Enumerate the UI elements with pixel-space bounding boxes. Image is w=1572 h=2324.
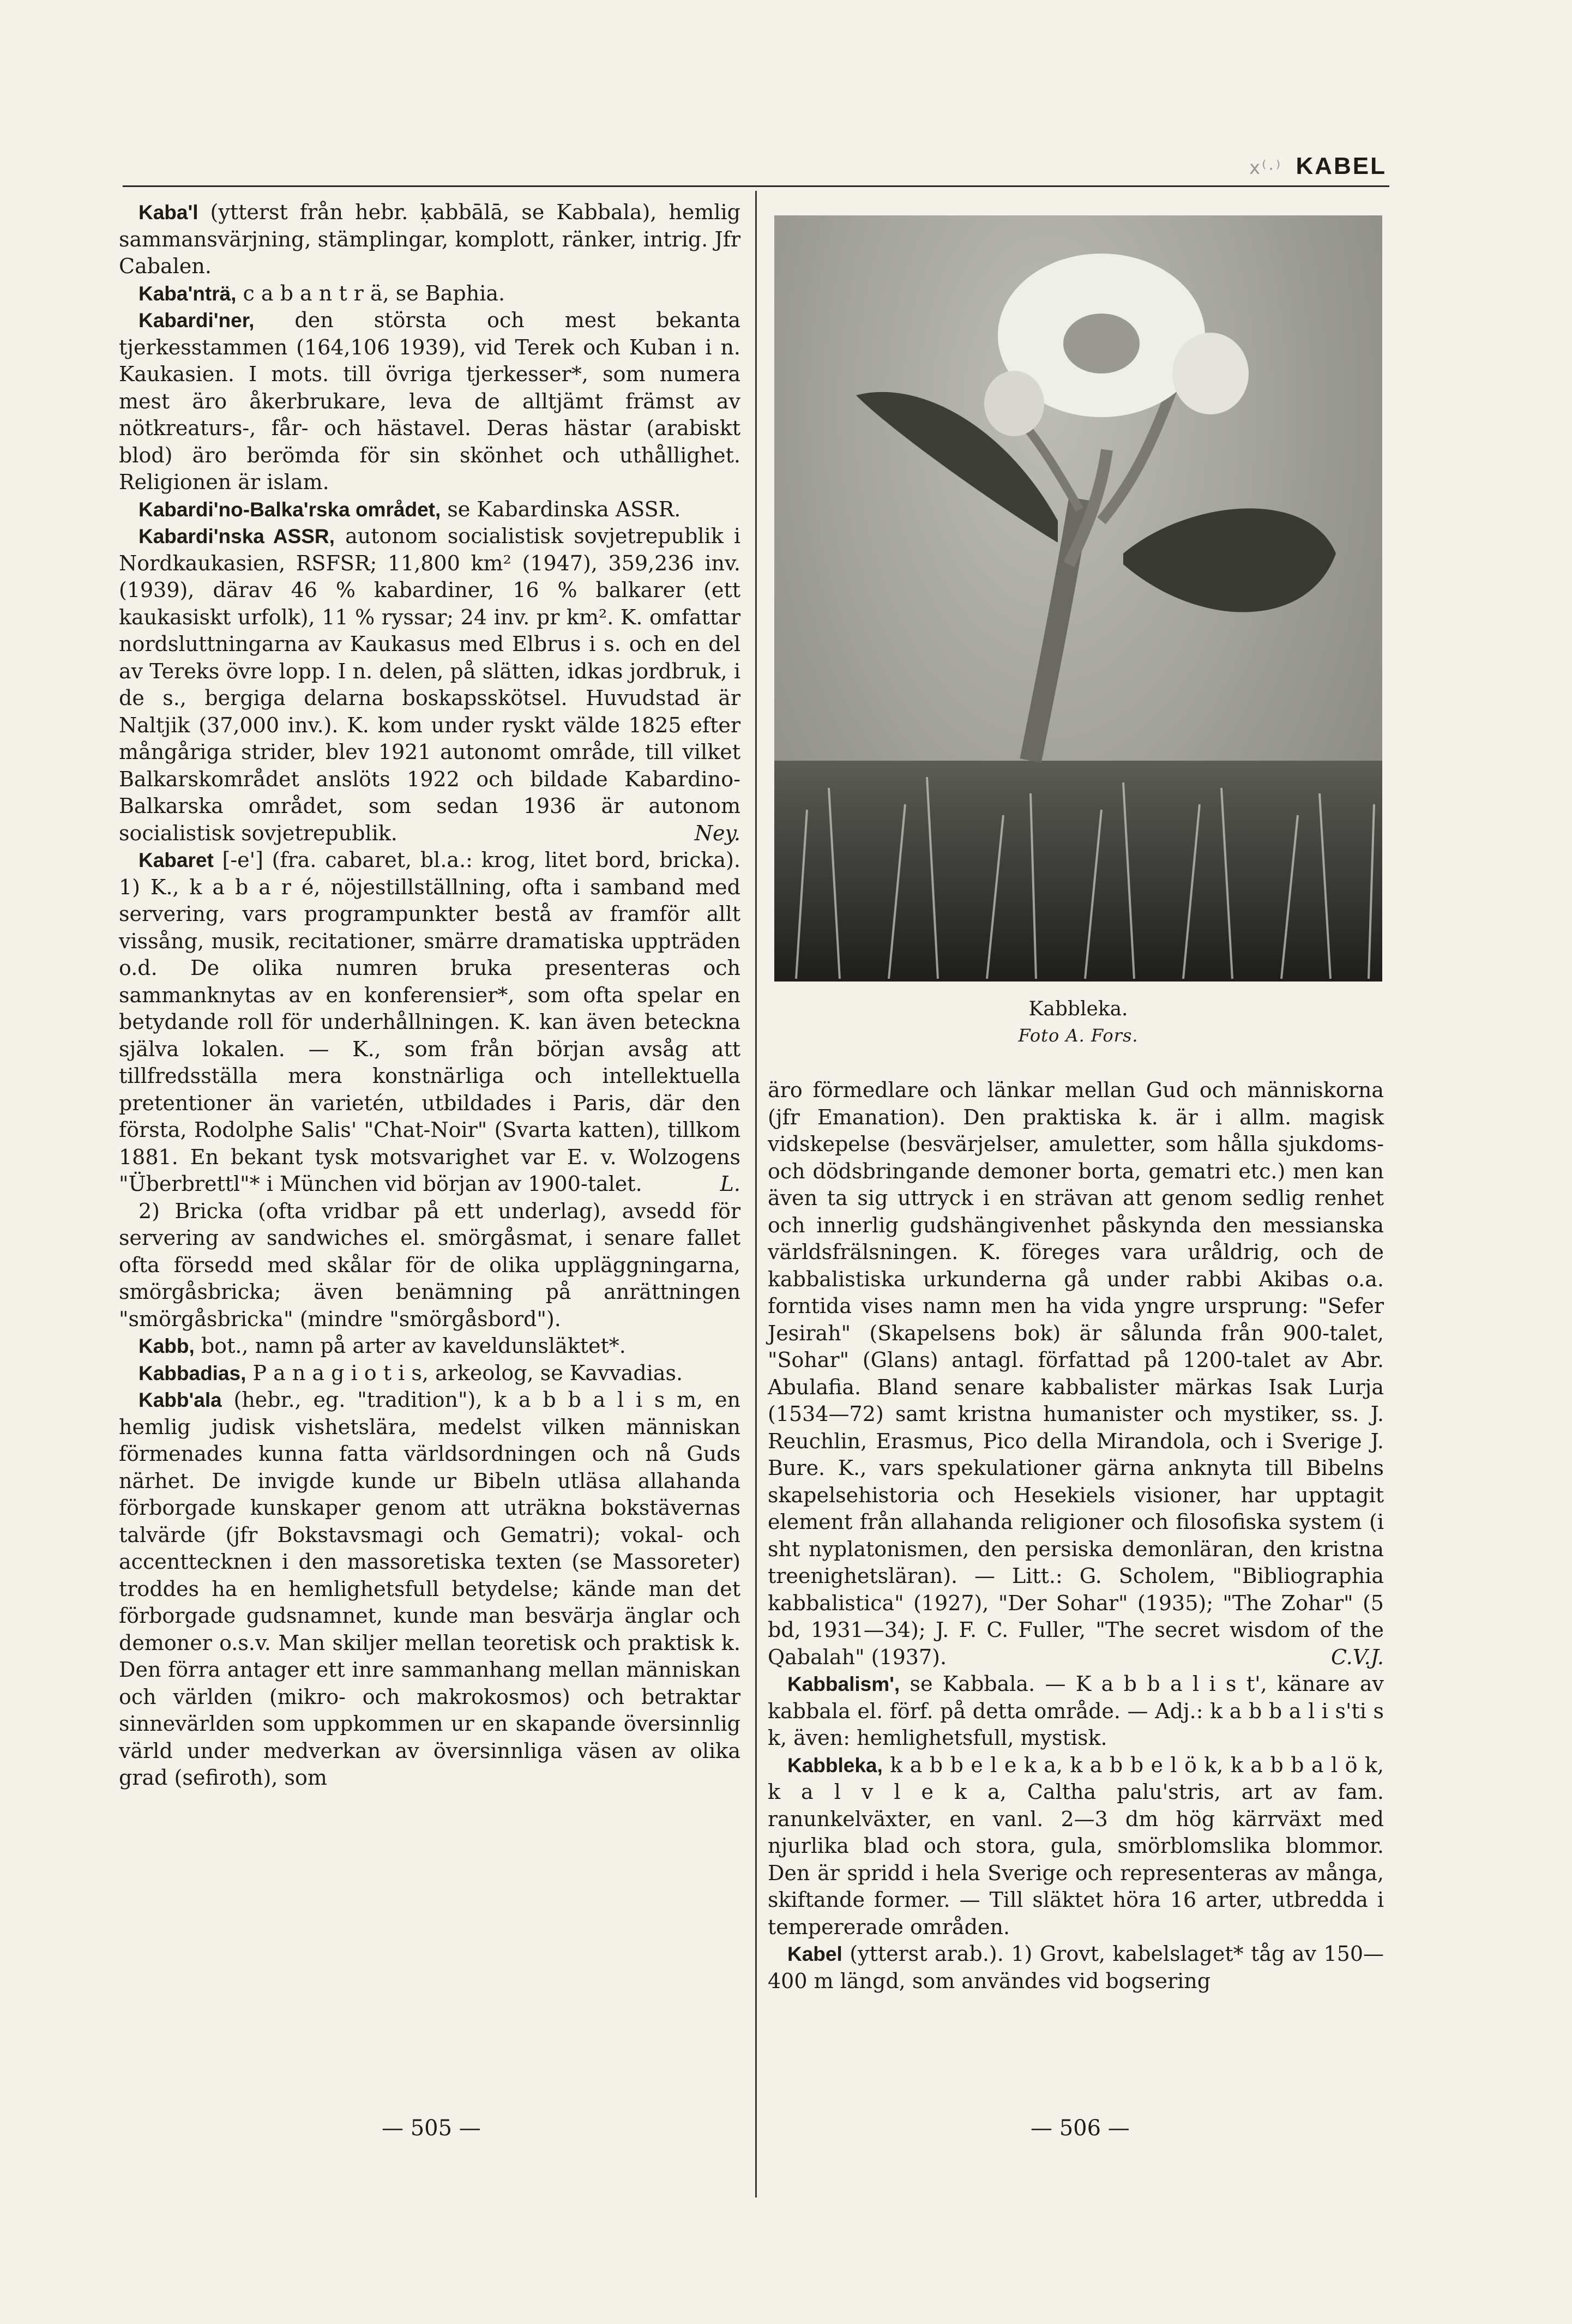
running-head: [1249, 153, 1387, 180]
entry-text: P a n a g i o t i s, arkeolog, se Kavvadias.: [246, 1360, 683, 1385]
entry-headword: Kaba'l: [138, 201, 198, 224]
entry-headword: Kabardi'ner,: [138, 309, 255, 332]
entry-headword: Kabel: [787, 1943, 842, 1965]
header-rule: [123, 185, 1389, 187]
entry-text: (hebr., eg. "tradition"), k a b b a l i s m, en hemlig judisk vishetslära, medelst vilken människan förmenades kunna fatta världsordningen och nå Guds närhet. De invigde kunde ur Bibeln utläsa allahanda förborgade kunskaper genom att uträkna bokstävernas talvärde (jfr Bokstavsmagi och Gematri); vokal- och accenttecknen i den massoretiska texten (se Massoreter) troddes ha en hemlighetsfull betydelse; kände man det förborgade gudsnamnet, kunde man besvärja änglar och demoner o.s.v. Man skiljer mellan teoretisk och praktisk k. Den förra antager ett inre sammanhang mellan människan och världen (mikro- och makrokosmos) och betraktar sinnevärlden som uppkommen ur en skapande översinnlig värld under medverkan av översinnliga väsen av olika grad (sefiroth), som: [119, 1388, 740, 1790]
entry-paragraph: [119, 1198, 740, 1333]
entry-headword: Kabbleka,: [787, 1754, 883, 1777]
author-signature: L.: [720, 1172, 740, 1196]
entry-paragraph: [119, 496, 740, 523]
entry-text: se Kabbala. — K a b b a l i s t', känare av kabbala el. förf. på detta område. — Adj.: k a b b a l i s'ti s k, även: hemlighetsfull, mystisk.: [768, 1672, 1384, 1750]
entry-text: den största och mest bekanta tjerkesstammen (164,106 1939), vid Terek och Kuban i n. Kaukasien. I mots. till övriga tjerkesser*, som numera mest äro åkerbrukare, leva de alltjämt främst av nötkreaturs-, får- och hästavel. Deras hästar (arabiskt blod) äro berömda för sin skönhet och uthållighet. Religionen är islam.: [119, 308, 740, 494]
entry-text: autonom socialistisk sovjetrepublik i Nordkaukasien, RSFSR; 11,800 km² (1947), 359,236 inv. (1939), därav 46 % kabardiner, 16 % balkarer (ett kaukasiskt urfolk), 11 % ryssar; 24 inv. pr km². K. omfattar nordsluttningarna av Kaukasus med Elbrus i s. och en del av Tereks övre lopp. I n. delen, på slätten, idkas jordbruk, i de s., bergiga delarna boskapsskötsel. Huvudstad är Naltjik (37,000 inv.). K. kom under ryskt välde 1825 efter mångåriga strider, blev 1921 autonomt område, till vilket Balkarskområdet anslöts 1922 och bildade Kabardino-Balkarska området, som sedan 1936 är autonom socialistisk sovjetrepublik.: [119, 524, 741, 845]
author-signature: Ney.: [694, 821, 740, 845]
entry-text: se Kabardinska ASSR.: [441, 497, 681, 521]
author-signature: C.V.J.: [1330, 1645, 1384, 1669]
entry-paragraph: [768, 1941, 1384, 1995]
entry-paragraph: [768, 1077, 1384, 1671]
entry-paragraph: [119, 1360, 740, 1387]
entry-headword: Kabbalism',: [787, 1673, 900, 1695]
entry-headword: Kabbadias,: [138, 1362, 246, 1384]
entry-text: bot., namn på arter av kaveldunsläktet*.: [194, 1334, 626, 1358]
running-head-title: KABEL: [1296, 153, 1387, 179]
entry-headword: Kabb'ala: [138, 1389, 222, 1411]
entry-text: (ytterst arab.). 1) Grovt, kabelslaget* tåg av 150—400 m längd, som användes vid bogsering: [768, 1942, 1384, 1993]
column-divider: [755, 191, 757, 2197]
entry-headword: Kaba'nträ,: [138, 282, 237, 305]
marsh-marigold-illustration: [774, 215, 1382, 982]
entry-paragraph: [119, 847, 740, 1198]
entry-text: k a b b e l e k a, k a b b e l ö k, k a b b a l ö k, k a l v l e k a, Caltha palu'stris, art av fam. ranunkelväxter, en vanl. 2—3 dm hög kärrväxt med njurlika blad och stora, gula, smörblomslika blommor. Den är spridd i hela Sverige och representeras av många, skiftande former. — Till släktet höra 16 arter, utbredda i tempererade områden.: [768, 1753, 1384, 1939]
page-number-right: — 506 —: [1031, 2116, 1130, 2141]
left-column: [119, 199, 740, 1792]
right-column: [768, 1077, 1384, 1995]
page-number-left: — 505 —: [382, 2116, 481, 2141]
kabbleka-photo: [774, 215, 1382, 982]
photo-caption: Kabbleka.: [1028, 998, 1128, 1020]
entry-text: äro förmedlare och länkar mellan Gud och människorna (jfr Emanation). Den praktiska k. är i allm. magisk vidskepelse (besvärjelser, amuletter, som hålla sjukdoms- och dödsbringande demoner borta, gematri etc.) men kan även ta sig uttryck i en strävan att genom sedlig renhet och innerlig gudshängivenhet påskynda den messianska världsfrälsningen. K. föreges vara uråldrig, och de kabbalistiska urkunderna gå under rabbi Akibas o.a. forntida vises namn men ha vida yngre ursprung: "Sefer Jesirah" (Skapelsens bok) är sålunda från 900-talet, "Sohar" (Glans) antagl. författad på 1200-talet av Abr. Abulafia. Bland senare kabbalister märkas Isak Lurja (1534—72) samt kristna humanister och mystiker, ss. J. Reuchlin, Erasmus, Pico della Mirandola, och i Sverige J. Bure. K., vars spekulationer gärna anknyta till Bibelns skapelsehistoria och Hesekiels visioner, har upptagit element från allahanda religioner och filosofiska system (i sht nyplatonismen, den persiska demonläran, den kristna treenighetsläran). — Litt.: G. Scholem, "Bibliographia kabbalistica" (1927), "Der Sohar" (1935); "The Zohar" (5 bd, 1931—34); J. F. C. Fuller, "The secret wisdom of the Qabalah" (1937).: [768, 1078, 1384, 1669]
entry-paragraph: [768, 1752, 1384, 1941]
entry-headword: Kabardi'nska ASSR,: [138, 525, 335, 547]
entry-text: (ytterst från hebr. ḳabbālā, se Kabbala), hemlig sammansvärjning, stämplingar, komplott, ränker, intrig. Jfr Cabalen.: [119, 200, 740, 278]
entry-headword: Kabb,: [138, 1335, 195, 1357]
running-head-mark: ⅹ⁽·⁾: [1249, 158, 1282, 178]
photo-credit: Foto A. Fors.: [1018, 1025, 1139, 1046]
entry-paragraph: [119, 280, 740, 308]
entry-headword: Kabaret: [138, 849, 214, 871]
entry-text: c a b a n t r ä, se Baphia.: [236, 281, 505, 305]
entry-text: [-e'] (fra. cabaret, bl.a.: krog, litet bord, bricka). 1) K., k a b a r é, nöjestillställning, ofta i samband med servering, vars programpunkter bestå av framför allt vissång, musik, recitationer, smärre dramatiska uppträden o.d. De olika numren bruka presenteras och sammanknytas av en konferensier*, som ofta spelar en betydande roll för underhållningen. K. kan även beteckna själva lokalen. — K., som från början avsåg att tillfredsställa mera konstnärliga och intellektuella pretentioner än varietén, utbildades i Paris, där den första, Rodolphe Salis' "Chat-Noir" (Svarta katten), tillkom 1881. En bekant tysk motsvarighet var E. v. Wolzogens "Überbrettl"* i München vid början av 1900-talet.: [119, 848, 740, 1196]
entry-paragraph: [119, 1387, 740, 1792]
entry-headword: Kabardi'no-Balka'rska området,: [138, 498, 441, 521]
entry-paragraph: [768, 1671, 1384, 1752]
entry-text: 2) Bricka (ofta vridbar på ett underlag), avsedd för servering av sandwiches el. smörgåsmat, i senare fallet ofta försedd med skålar för de olika uppläggningarna, smörgåsbricka; även benämning på anrättningen "smörgåsbricka" (mindre "smörgåsbord").: [119, 1199, 740, 1331]
entry-paragraph: [119, 307, 740, 496]
entry-paragraph: [119, 1333, 740, 1360]
entry-paragraph: [119, 199, 740, 280]
entry-paragraph: [119, 523, 740, 847]
